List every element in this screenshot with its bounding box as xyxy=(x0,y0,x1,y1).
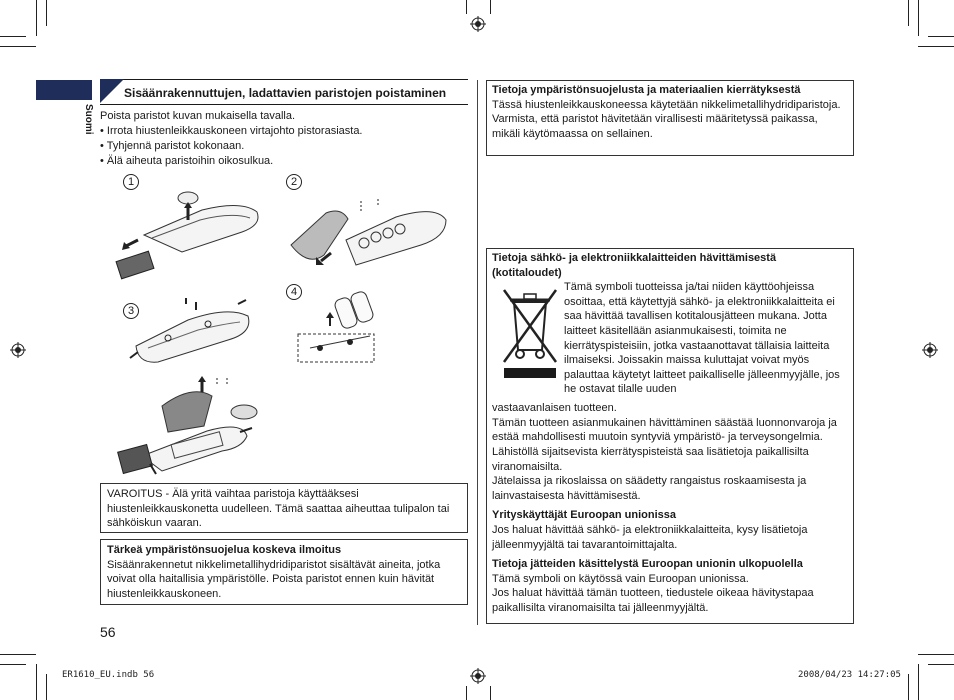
env-notice-box xyxy=(100,539,468,605)
env-notice-body: Sisäänrakennetut nikkelimetallihydridiparistot sisältävät aineita, jotka voivat olla haitallisia ympäristölle. Poista paristot ennen kuin hävität hiustenleikkauskoneen. xyxy=(107,558,441,600)
registration-mark-icon xyxy=(470,16,486,32)
illustration-disassembly xyxy=(112,376,282,481)
illustration-remove-blade xyxy=(112,190,272,285)
weee-title: Tietoja sähkö- ja elektroniikkalaitteiden hävittämisestä (kotitaloudet) xyxy=(492,252,777,279)
registration-mark-icon xyxy=(470,668,486,684)
language-tab xyxy=(36,80,92,100)
registration-mark-icon xyxy=(10,342,26,358)
crop-mark xyxy=(0,46,36,47)
heading-corner-triangle xyxy=(100,79,124,103)
crop-mark xyxy=(46,0,47,26)
footer-file: ER1610_EU.indb 56 xyxy=(62,670,155,680)
crop-mark xyxy=(0,36,26,37)
illustration-battery-removal xyxy=(290,290,390,375)
business-title: Yrityskäyttäjät Euroopan unionissa xyxy=(492,509,676,522)
crop-mark xyxy=(908,0,909,26)
warning-box xyxy=(100,483,468,533)
outside-eu-body: Jos haluat hävittää tämän tuotteen, tiedustele oikeaa hävitystapaa paikallisilta viranomaisilta tai jälleenmyyjältä. xyxy=(492,587,814,614)
env-notice-title: Tärkeä ympäristönsuojelua koskeva ilmoitus xyxy=(107,544,342,556)
crop-mark xyxy=(908,674,909,700)
crop-mark xyxy=(918,654,954,655)
registration-mark-icon xyxy=(922,342,938,358)
weee-icon-block xyxy=(492,280,848,401)
env-info-title: Tietoja ympäristönsuojelusta ja materiaalien kierrätyksestä xyxy=(492,84,801,96)
env-info-body: Tässä hiustenleikkauskoneessa käytetään nikkelimetallihydridiparistoja. xyxy=(492,98,841,111)
bullet-item: • Älä aiheuta paristoihin oikosulkua. xyxy=(100,155,274,167)
crop-mark xyxy=(36,0,37,36)
weee-box xyxy=(486,248,854,624)
crop-mark xyxy=(0,654,36,655)
crop-mark xyxy=(36,664,37,700)
crop-mark xyxy=(490,0,491,14)
outside-eu-title: Tietoja jätteiden käsittelystä Euroopan unionin ulkopuolella xyxy=(492,558,803,571)
crop-mark xyxy=(466,686,467,700)
page-number: 56 xyxy=(100,624,116,640)
illustration-open-case xyxy=(286,195,451,280)
crop-mark xyxy=(918,46,954,47)
crop-mark xyxy=(0,664,26,665)
business-body: Jos haluat hävittää sähkö- ja elektroniikkalaitteita, kysy lisätietoja jälleenmyyjältä tai tavarantoimittajalta. xyxy=(492,523,808,551)
weee-paragraph: Tämän tuotteen asianmukainen hävittäminen säästää luonnonvaroja ja estää mahdollisesti muutoin syntyviä ympäristö- ja terveysongelmia. Lähistöllä sijaitsevista kierrätyspisteistä saa lisätietoja paikallisilta viranomaisilta. xyxy=(492,416,837,473)
crop-mark xyxy=(928,664,954,665)
outside-eu-body: Tämä symboli on käytössä vain Euroopan unionissa. xyxy=(492,572,749,585)
bullet-item: • Tyhjennä paristot kokonaan. xyxy=(100,140,245,152)
column-divider xyxy=(477,80,478,625)
step-number: 1 xyxy=(123,174,139,190)
intro-text: Poista paristot kuvan mukaisella tavalla. xyxy=(100,110,296,122)
step-number: 4 xyxy=(286,284,302,300)
weee-continued: vastaavanlaisen tuotteen. xyxy=(492,402,617,415)
crossed-wheelie-bin-icon xyxy=(500,286,560,378)
crop-mark xyxy=(928,36,954,37)
crop-mark xyxy=(46,674,47,700)
warning-text: VAROITUS - Älä yritä vaihtaa paristoja käyttääksesi hiustenleikkauskonetta uudelleen. Tämä saattaa aiheuttaa tulipalon tai sähköiskun vaaran. xyxy=(107,488,450,530)
env-info-body: Varmista, että paristot hävitetään virallisesti määritetyssä paikassa, mikäli käytömaassa on sellainen. xyxy=(492,113,818,140)
weee-icon-text: Tämä symboli tuotteissa ja/tai niiden käyttöohjeissa osoittaa, että käytettyjä sähkö- ja elektroniikkalaitteita ei saa hävittää tavallisen kotitalousjätteen mukana. Jotta laitteet käsitellään asianmukaisesti, toimita ne kierrätyspisteisiin, jotka vastaanottavat tällaisia laitteita ilmaiseksi. Joissakin maissa kuluttajat voivat myös palauttaa käytetyt laitteet paikalliselle jälleenmyyjälle, jos he ostavat tilalle uuden xyxy=(564,281,840,396)
step-number: 3 xyxy=(123,303,139,319)
footer-timestamp: 2008/04/23 14:27:05 xyxy=(798,670,901,680)
step-number: 2 xyxy=(286,174,302,190)
language-label: Suomi xyxy=(83,104,94,135)
weee-paragraph: Jätelaissa ja rikoslaissa on säädetty rangaistus roskaamisesta ja lainvastaisesta hävittämisestä. xyxy=(492,475,807,502)
section-heading: Sisäänrakennuttujen, ladattavien paristojen poistaminen xyxy=(124,86,447,100)
crop-mark xyxy=(490,686,491,700)
env-info-box xyxy=(486,80,854,156)
crop-mark xyxy=(918,664,919,700)
illustration-unscrew xyxy=(128,298,258,370)
crop-mark xyxy=(466,0,467,14)
bullet-item: • Irrota hiustenleikkauskoneen virtajohto pistorasiasta. xyxy=(100,125,363,137)
crop-mark xyxy=(918,0,919,36)
